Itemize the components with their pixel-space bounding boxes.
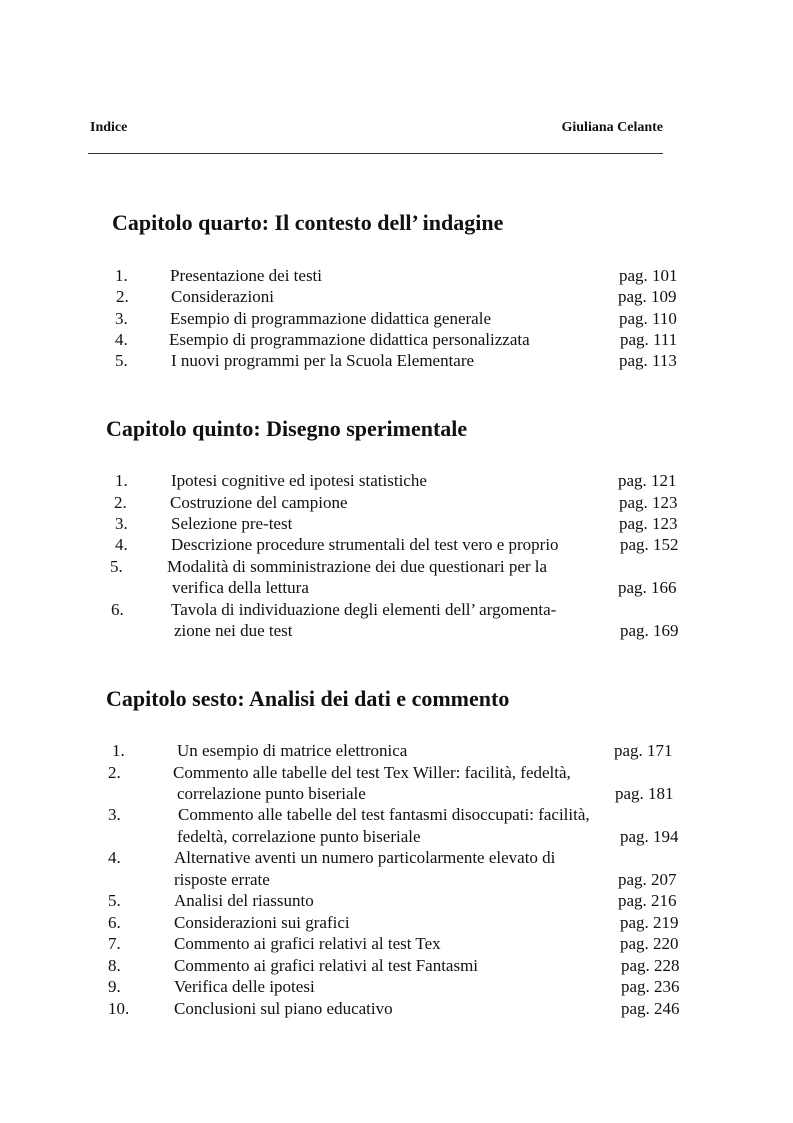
entry-title: Costruzione del campione (170, 493, 348, 512)
entry-title: Considerazioni sui grafici (174, 913, 350, 932)
entry-number: 10. (108, 999, 130, 1018)
entry-page: pag. 110 (619, 309, 677, 328)
entry-page: pag. 194 (620, 827, 679, 846)
entry-title: Presentazione dei testi (170, 266, 323, 285)
entry-number: 1. (115, 471, 128, 490)
entry-title: I nuovi programmi per la Scuola Elementare (171, 351, 475, 370)
entry-page: pag. 171 (614, 741, 673, 760)
entry-page: pag. 169 (620, 621, 679, 640)
entry-title: Conclusioni sul piano educativo (174, 999, 393, 1018)
entry-number: 5. (110, 557, 123, 576)
header-author: Giuliana Celante (561, 120, 663, 135)
entry-title: Ipotesi cognitive ed ipotesi statistiche (171, 471, 427, 490)
chapter-title: Capitolo sesto: Analisi dei dati e commento (106, 686, 510, 711)
entry-page: pag. 121 (618, 471, 677, 490)
entry-title-continuation: risposte errate (174, 870, 270, 889)
entry-number: 2. (108, 763, 121, 782)
entry-page: pag. 166 (618, 578, 677, 597)
entry-title: Tavola di individuazione degli elementi dell’ argomenta- (171, 600, 557, 619)
entry-number: 6. (108, 913, 121, 932)
entry-title: Descrizione procedure strumentali del test vero e proprio (171, 535, 559, 554)
entry-page: pag. 219 (620, 913, 679, 932)
entry-title: Alternative aventi un numero particolarmente elevato di (174, 848, 556, 867)
entry-title: Analisi del riassunto (174, 891, 314, 910)
entry-page: pag. 236 (621, 977, 680, 996)
entry-title: Commento alle tabelle del test Tex Willer: facilità, fedeltà, (173, 763, 571, 782)
entry-number: 3. (115, 514, 128, 533)
entry-number: 5. (108, 891, 121, 910)
entry-number: 2. (116, 287, 129, 306)
chapter-title: Capitolo quarto: Il contesto dell’ indagine (112, 210, 504, 235)
entry-page: pag. 123 (619, 514, 678, 533)
entry-title: Considerazioni (171, 287, 274, 306)
entry-number: 1. (112, 741, 125, 760)
entry-page: pag. 111 (620, 330, 678, 349)
entry-number: 4. (108, 848, 121, 867)
entry-title: Verifica delle ipotesi (174, 977, 315, 996)
entry-title: Selezione pre-test (171, 514, 293, 533)
entry-title: Commento ai grafici relativi al test Fantasmi (174, 956, 479, 975)
entry-title-continuation: fedeltà, correlazione punto biseriale (177, 827, 421, 846)
entry-title: Commento alle tabelle del test fantasmi disoccupati: facilità, (178, 805, 590, 824)
entry-number: 2. (114, 493, 127, 512)
entry-page: pag. 207 (618, 870, 677, 889)
entry-title: Modalità di somministrazione dei due questionari per la (167, 557, 548, 576)
entry-page: pag. 181 (615, 784, 674, 803)
entry-number: 8. (108, 956, 121, 975)
entry-title: Commento ai grafici relativi al test Tex (174, 934, 441, 953)
entry-number: 5. (115, 351, 128, 370)
entry-page: pag. 220 (620, 934, 679, 953)
entry-page: pag. 228 (621, 956, 680, 975)
entry-number: 6. (111, 600, 124, 619)
header-rule (88, 153, 663, 154)
entry-number: 7. (108, 934, 121, 953)
entry-number: 3. (115, 309, 128, 328)
entry-title: Esempio di programmazione didattica personalizzata (169, 330, 530, 349)
entry-number: 3. (108, 805, 121, 824)
entry-number: 1. (115, 266, 128, 285)
entry-title: Un esempio di matrice elettronica (177, 741, 408, 760)
entry-page: pag. 216 (618, 891, 677, 910)
entry-title-continuation: verifica della lettura (172, 578, 309, 597)
entry-page: pag. 113 (619, 351, 677, 370)
entry-page: pag. 246 (621, 999, 680, 1018)
entry-number: 4. (115, 535, 128, 554)
entry-title-continuation: correlazione punto biseriale (177, 784, 366, 803)
entry-page: pag. 109 (618, 287, 677, 306)
entry-title-continuation: zione nei due test (174, 621, 293, 640)
entry-number: 9. (108, 977, 121, 996)
entry-page: pag. 123 (619, 493, 678, 512)
header-section-title: Indice (90, 120, 128, 135)
chapter-title: Capitolo quinto: Disegno sperimentale (106, 416, 468, 441)
entry-number: 4. (115, 330, 128, 349)
entry-page: pag. 101 (619, 266, 678, 285)
entry-page: pag. 152 (620, 535, 679, 554)
entry-title: Esempio di programmazione didattica generale (170, 309, 491, 328)
